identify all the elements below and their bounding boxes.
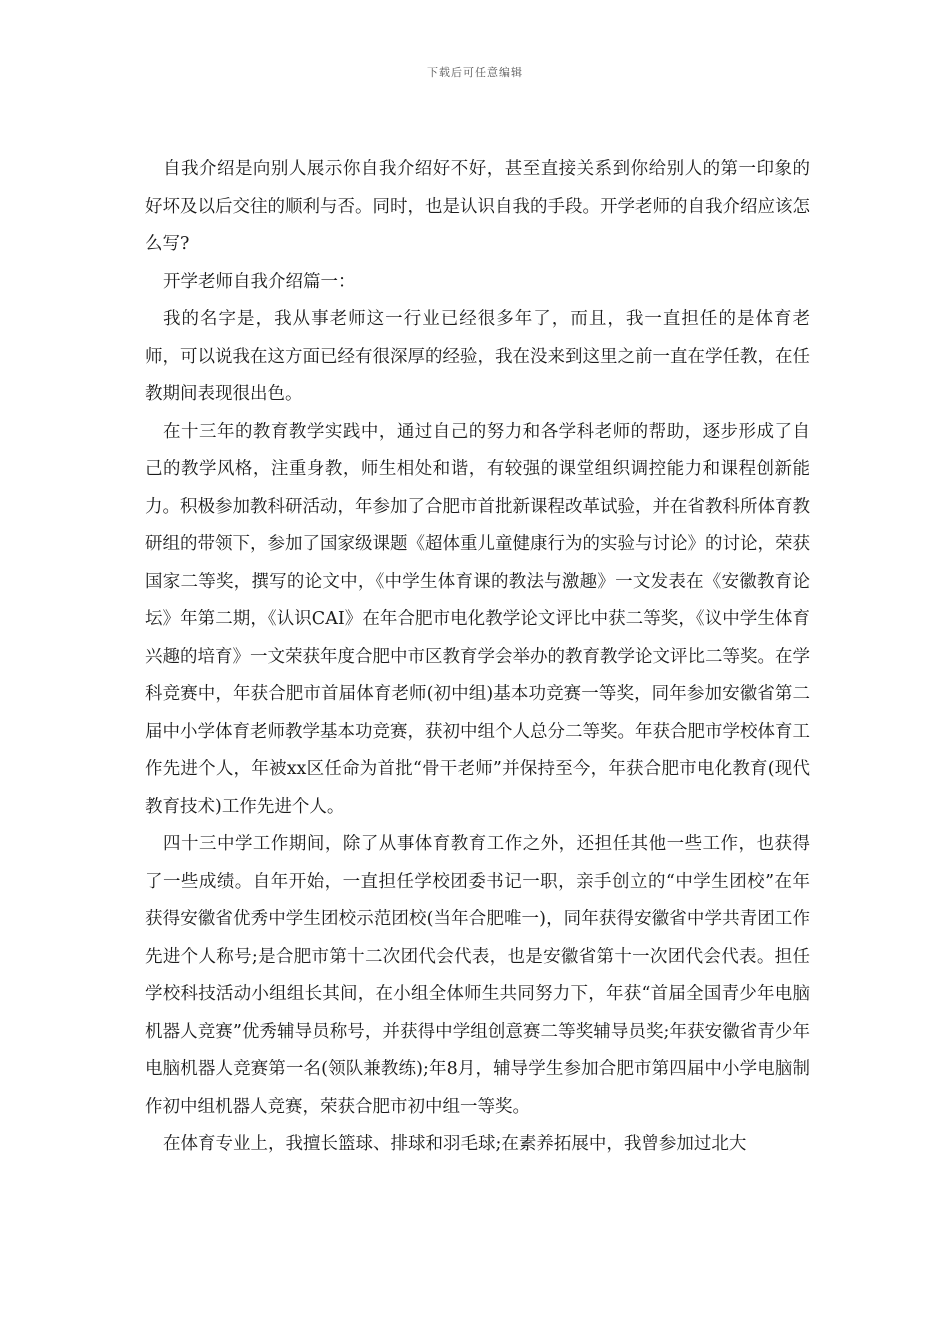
section-heading: 开学老师自我介绍篇一： (163, 271, 356, 292)
paragraph-2: 在十三年的教育教学实践中，通过自己的努力和各学科老师的帮助，逐步形成了自己的教学风格，注重身教，师生相处和谐，有较强的课堂组织调控能力和课程创新能力。积极参加教科研活动，年参加了合肥市首批新课程改革试验，并在省教科所体育教研组的带领下，参加了国家级课题《超体重儿童健康行为的实验与讨论》的讨论，荣获国家二等奖，撰写的论文中，《中学生体育课的教法与激趣》一文发表在《安徽教育论坛》年第二期，《认识CAI》在年合肥市电化教学论文评比中获二等奖，《议中学生体育兴趣的培育》一文荣获年度合肥中市区教育学会举办的教育教学论文评比二等奖。在学科竞赛中，年获合肥市首届体育老师(初中组)基本功竞赛一等奖，同年参加安徽省第二届中小学体育老师教学基本功竞赛，获初中组个人总分二等奖。年获合肥市学校体育工作先进个人，年被xx区任命为首批“骨干老师”并保持至今，年获合肥市电化教育(现代教育技术)工作先进个人。 (145, 421, 810, 817)
document-body (145, 151, 810, 1164)
page-header-note: 下载后可任意编辑 (427, 66, 523, 79)
intro-paragraph: 自我介绍是向别人展示你自我介绍好不好，甚至直接关系到你给别人的第一印象的好坏及以后交往的顺利与否。同时，也是认识自我的手段。开学老师的自我介绍应该怎么写? (145, 159, 810, 254)
paragraph-1: 我的名字是，我从事老师这一行业已经很多年了，而且，我一直担任的是体育老师，可以说我在这方面已经有很深厚的经验，我在没来到这里之前一直在学任教，在任教期间表现很出色。 (145, 309, 810, 404)
paragraph-4: 在体育专业上，我擅长篮球、排球和羽毛球;在素养拓展中，我曾参加过北大 (163, 1134, 747, 1154)
paragraph-3: 四十三中学工作期间，除了从事体育教育工作之外，还担任其他一些工作，也获得了一些成绩。自年开始，一直担任学校团委书记一职，亲手创立的“中学生团校”在年获得安徽省优秀中学生团校示范团校(当年合肥唯一)，同年获得安徽省中学共青团工作先进个人称号;是合肥市第十二次团代会代表，也是安徽省第十一次团代会代表。担任学校科技活动小组组长其间，在小组全体师生共同努力下，年获“首届全国青少年电脑机器人竞赛”优秀辅导员称号，并获得中学组创意赛二等奖辅导员奖;年获安徽省青少年电脑机器人竞赛第一名(领队兼教练);年8月，辅导学生参加合肥市第四届中小学电脑制作初中组机器人竞赛，荣获合肥市初中组一等奖。 (145, 834, 810, 1117)
